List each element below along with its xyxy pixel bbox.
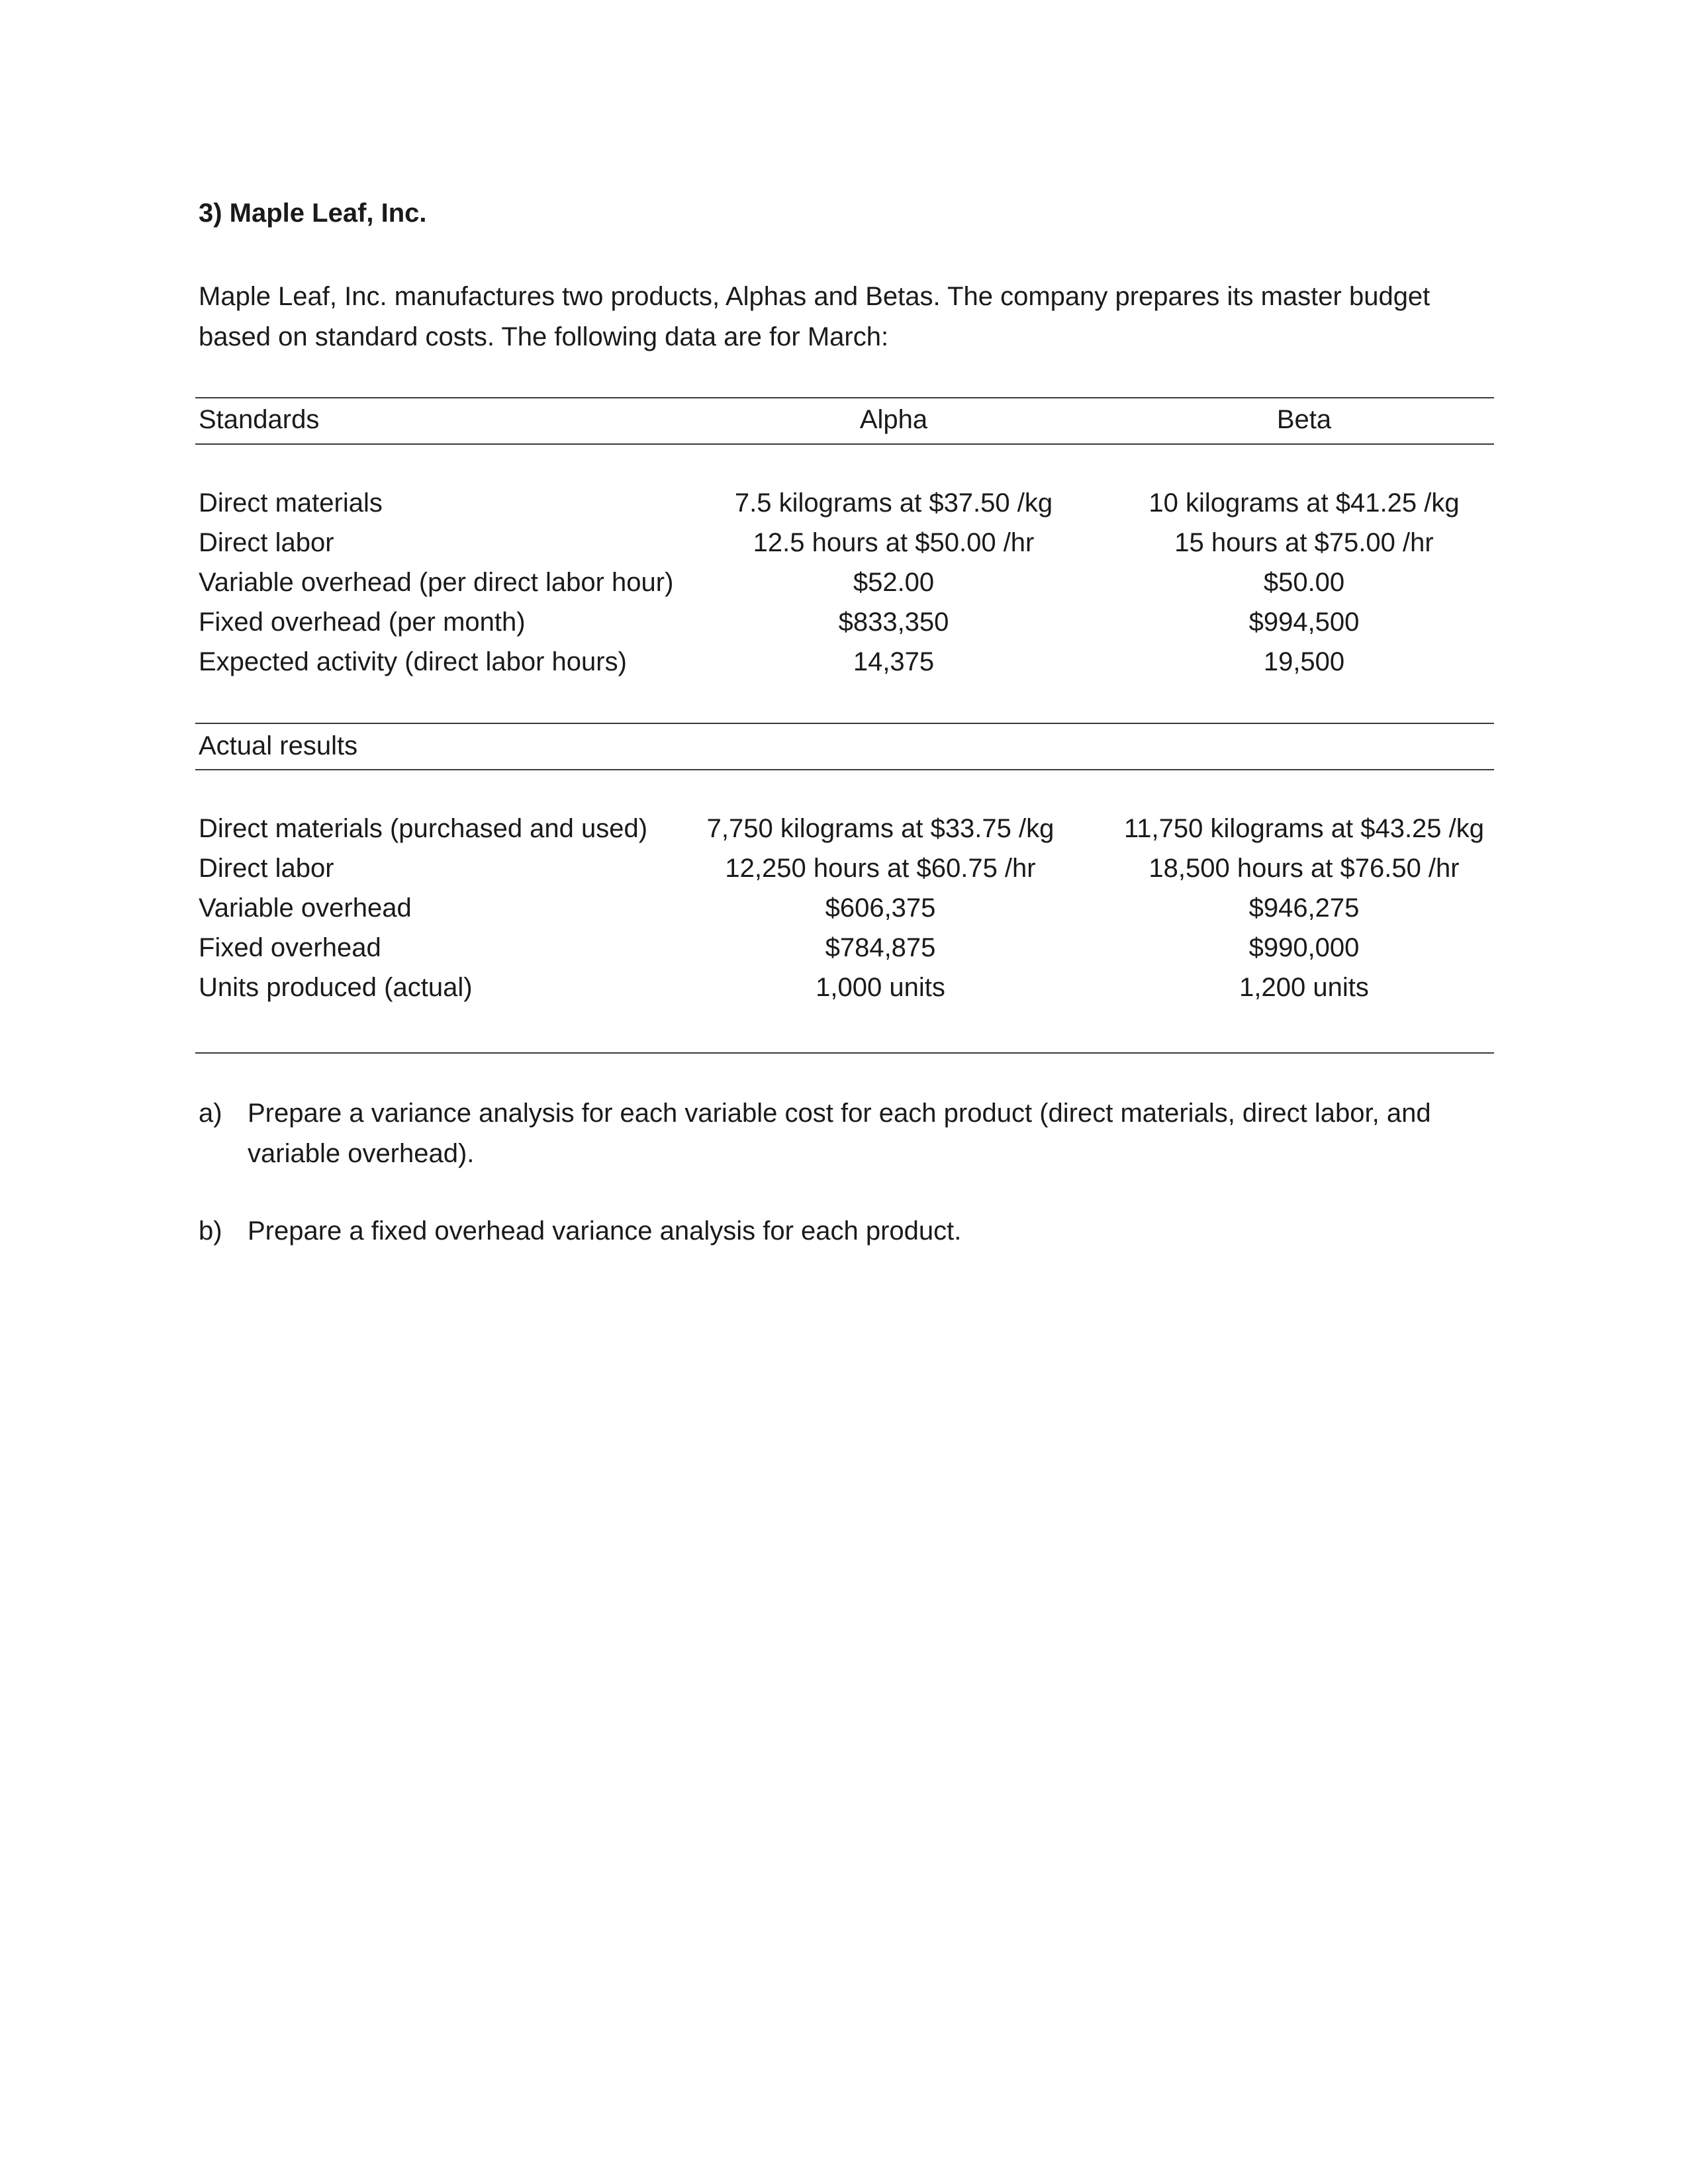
actual-row-label: Units produced (actual)	[199, 973, 473, 1002]
standards-row-alpha: 7.5 kilograms at $37.50 /kg	[734, 488, 1053, 518]
actual-row-beta: 18,500 hours at $76.50 /hr	[1149, 854, 1460, 883]
standards-header-beta: Beta	[1276, 405, 1332, 434]
standards-row-label: Variable overhead (per direct labor hour)	[199, 568, 674, 597]
standards-row-label: Expected activity (direct labor hours)	[199, 647, 627, 676]
question-a-text: Prepare a variance analysis for each variable cost for each product (direct materials, direct labor, and variable overhead).	[248, 1099, 1431, 1168]
standards-header-alpha: Alpha	[859, 405, 928, 434]
actual-top-rule	[195, 723, 1494, 724]
actual-row-beta: $946,275	[1248, 893, 1360, 923]
actual-row-alpha: 1,000 units	[816, 973, 945, 1002]
standards-row-label: Fixed overhead (per month)	[199, 608, 526, 637]
standards-row-alpha: 12.5 hours at $50.00 /hr	[753, 528, 1035, 557]
actual-row-alpha: $784,875	[825, 933, 936, 962]
actual-row-label: Variable overhead	[199, 893, 412, 923]
standards-row-label: Direct labor	[199, 528, 334, 557]
standards-row-label: Direct materials	[199, 488, 383, 518]
actual-row-alpha: $606,375	[825, 893, 936, 923]
actual-row-alpha: 7,750 kilograms at $33.75 /kg	[706, 814, 1055, 843]
standards-row-beta: 15 hours at $75.00 /hr	[1174, 528, 1434, 557]
problem-title: 3) Maple Leaf, Inc.	[199, 199, 427, 228]
actual-row-label: Direct materials (purchased and used)	[199, 814, 648, 843]
actual-row-label: Direct labor	[199, 854, 334, 883]
actual-row-beta: 1,200 units	[1239, 973, 1369, 1002]
actual-row-label: Fixed overhead	[199, 933, 381, 962]
actual-row-beta: 11,750 kilograms at $43.25 /kg	[1123, 814, 1485, 843]
standards-row-alpha: 14,375	[853, 647, 935, 676]
intro-paragraph: Maple Leaf, Inc. manufactures two products, Alphas and Betas. The company prepares its master budget based on standard costs. The following data are for March:	[199, 282, 1430, 351]
standards-header-rule	[195, 443, 1494, 445]
standards-top-rule	[195, 397, 1494, 398]
question-b-text: Prepare a fixed overhead variance analysis for each product.	[248, 1216, 962, 1246]
standards-row-alpha: $52.00	[853, 568, 935, 597]
standards-row-beta: $50.00	[1263, 568, 1345, 597]
standards-row-beta: 10 kilograms at $41.25 /kg	[1149, 488, 1460, 518]
question-a-marker: a)	[199, 1099, 222, 1128]
actual-bottom-rule	[195, 1052, 1494, 1054]
standards-row-beta: 19,500	[1263, 647, 1345, 676]
standards-header-label: Standards	[199, 405, 320, 434]
actual-row-alpha: 12,250 hours at $60.75 /hr	[725, 854, 1036, 883]
actual-header-rule	[195, 769, 1494, 770]
standards-row-beta: $994,500	[1248, 608, 1360, 637]
actual-header-label: Actual results	[199, 731, 358, 760]
question-b-marker: b)	[199, 1216, 222, 1246]
standards-row-alpha: $833,350	[838, 608, 949, 637]
actual-row-beta: $990,000	[1248, 933, 1360, 962]
